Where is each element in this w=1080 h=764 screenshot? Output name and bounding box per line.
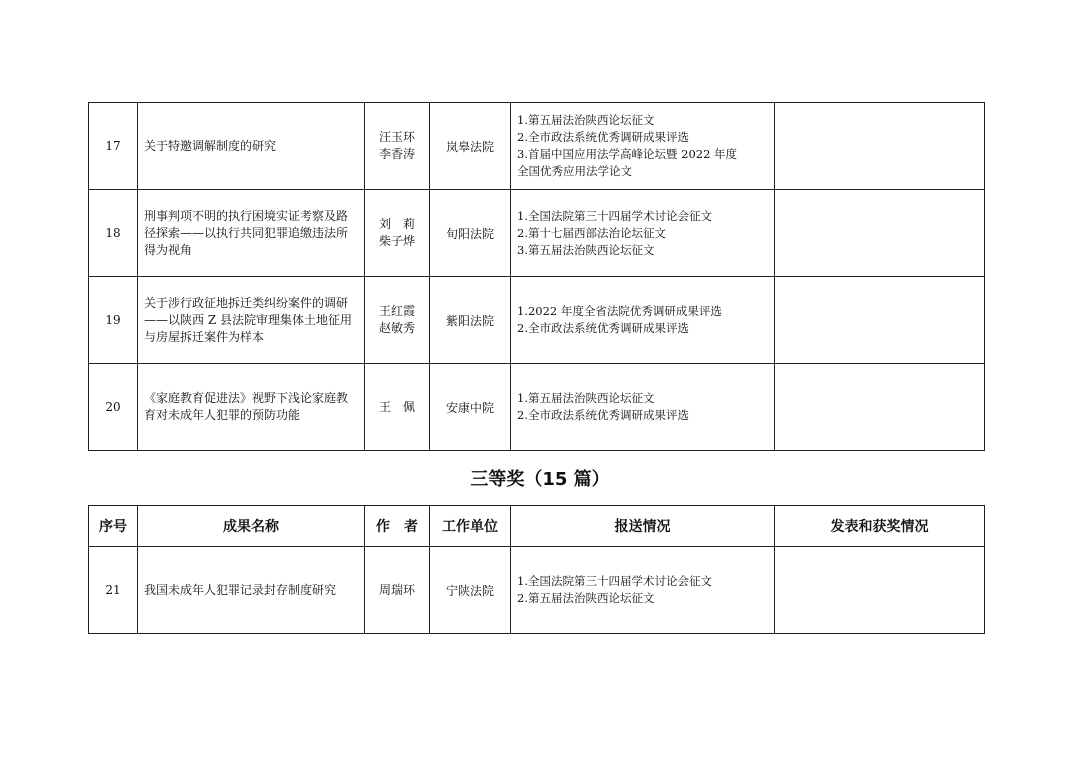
author-name: 汪玉环 [378, 130, 415, 144]
row-unit: 旬阳法院 [430, 190, 511, 277]
award-table-continued [88, 102, 985, 451]
row-authors [365, 364, 430, 451]
author-name: 周瑞环 [378, 582, 415, 597]
third-prize-table [88, 505, 985, 634]
row-unit: 宁陕法院 [430, 547, 511, 634]
table-row [89, 103, 985, 190]
header-publication: 发表和获奖情况 [775, 506, 985, 547]
header-submissions: 报送情况 [511, 506, 775, 547]
submission-line: 1.第五届法治陕西论坛征文 [517, 113, 655, 127]
author-name: 刘 莉 [378, 217, 415, 231]
row-title: 《家庭教育促进法》视野下浅论家庭教育对未成年人犯罪的预防功能 [138, 364, 365, 451]
submission-line: 3.首届中国应用法学高峰论坛暨 2022 年度 [517, 147, 738, 161]
row-title: 关于特邀调解制度的研究 [138, 103, 365, 190]
submission-line: 1.2022 年度全省法院优秀调研成果评选 [517, 304, 722, 318]
row-number: 20 [89, 364, 138, 451]
header-unit: 工作单位 [430, 506, 511, 547]
row-number: 18 [89, 190, 138, 277]
table-row [89, 364, 985, 451]
submission-line: 2.第五届法治陕西论坛征文 [517, 591, 655, 605]
third-prize-table-body [89, 547, 985, 634]
row-number: 21 [89, 547, 138, 634]
author-name: 王 佩 [378, 399, 415, 414]
author-name: 王红霞 [378, 304, 415, 318]
submission-line: 1.全国法院第三十四届学术讨论会征文 [517, 574, 712, 588]
submission-line: 全国优秀应用法学论文 [517, 164, 632, 178]
row-authors [365, 547, 430, 634]
row-submissions [511, 190, 775, 277]
row-number: 17 [89, 103, 138, 190]
header-num: 序号 [89, 506, 138, 547]
row-submissions [511, 277, 775, 364]
submission-line: 2.全市政法系统优秀调研成果评选 [517, 321, 689, 335]
row-number: 19 [89, 277, 138, 364]
submission-line: 2.全市政法系统优秀调研成果评选 [517, 130, 689, 144]
table-row [89, 547, 985, 634]
row-unit: 岚皋法院 [430, 103, 511, 190]
row-submissions [511, 547, 775, 634]
author-name: 赵敏秀 [378, 321, 415, 335]
award-table-body [89, 103, 985, 451]
header-title: 成果名称 [138, 506, 365, 547]
row-publication [775, 364, 985, 451]
row-authors [365, 190, 430, 277]
row-unit: 紫阳法院 [430, 277, 511, 364]
table-header-row [89, 506, 985, 547]
row-title: 刑事判项不明的执行困境实证考察及路径探索——以执行共同犯罪追缴违法所得为视角 [138, 190, 365, 277]
author-name: 李香涛 [378, 147, 415, 161]
row-title: 我国未成年人犯罪记录封存制度研究 [138, 547, 365, 634]
submission-line: 1.第五届法治陕西论坛征文 [517, 391, 655, 405]
row-unit: 安康中院 [430, 364, 511, 451]
row-title: 关于涉行政征地拆迁类纠纷案件的调研——以陕西 Z 县法院审理集体土地征用与房屋拆迁案件为样本 [138, 277, 365, 364]
author-name: 柴子烨 [378, 234, 415, 248]
submission-line: 1.全国法院第三十四届学术讨论会征文 [517, 208, 712, 223]
row-publication [775, 277, 985, 364]
submission-line: 3.第五届法治陕西论坛征文 [517, 242, 655, 257]
row-authors [365, 103, 430, 190]
row-publication [775, 547, 985, 634]
section-title-third-prize: 三等奖（15 篇） [470, 469, 610, 490]
row-submissions [511, 103, 775, 190]
row-authors [365, 277, 430, 364]
row-publication [775, 103, 985, 190]
header-author: 作 者 [365, 506, 430, 547]
submission-line: 2.全市政法系统优秀调研成果评选 [517, 408, 689, 422]
row-publication [775, 190, 985, 277]
table-row [89, 190, 985, 277]
row-submissions [511, 364, 775, 451]
table-row [89, 277, 985, 364]
submission-line: 2.第十七届西部法治论坛征文 [517, 225, 666, 240]
